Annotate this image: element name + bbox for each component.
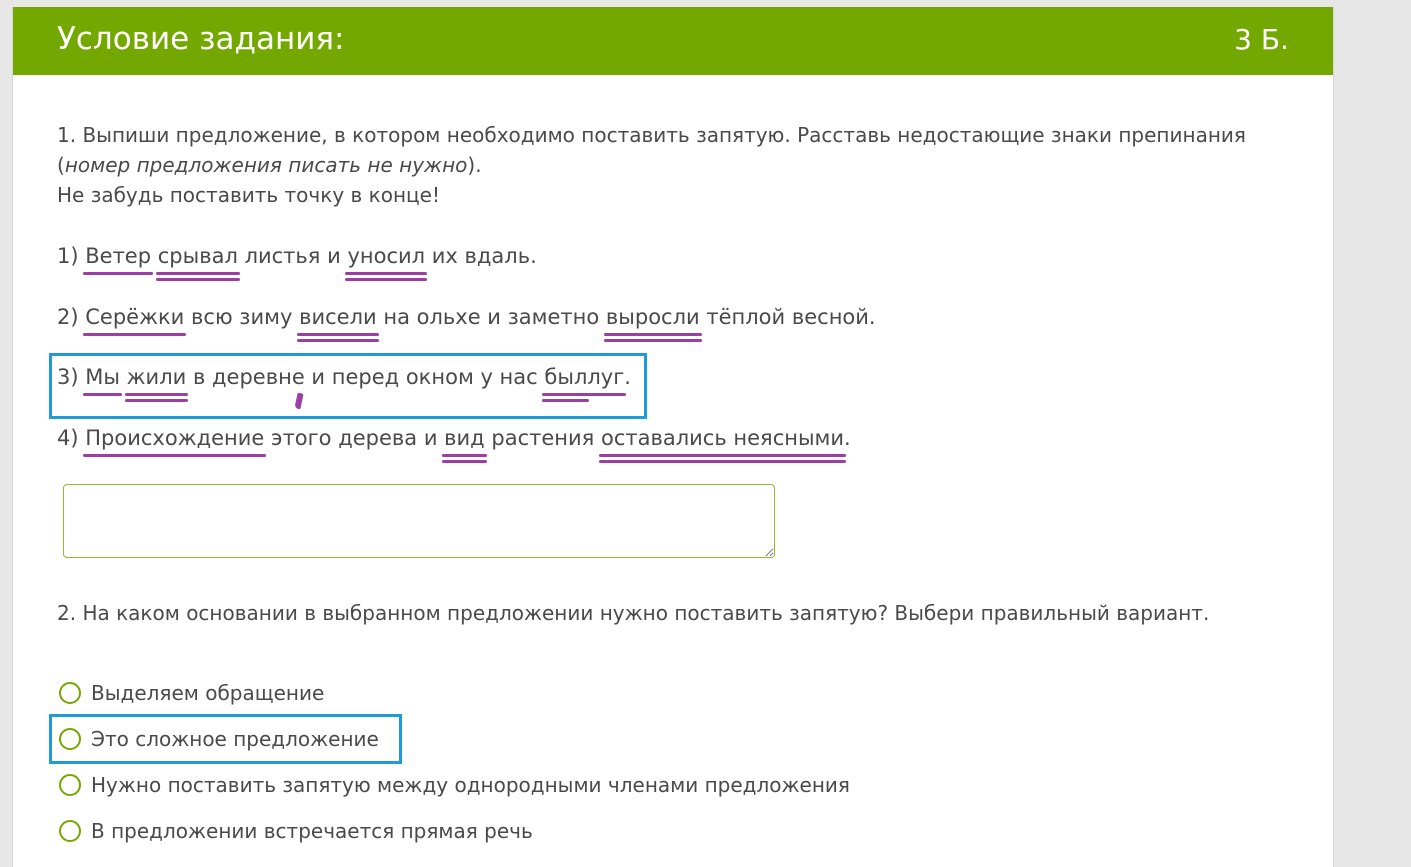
sentence-2: 2) Серёжки всю зиму висели на ольхе и заметно выросли тёплой весной. <box>57 305 876 329</box>
underlined-word: Происхождение <box>85 426 265 450</box>
underlined-word: луг <box>587 365 625 389</box>
question-2: 2. На каком основании в выбранном предложении нужно поставить запятую? Выбери правильный вариант. <box>57 601 1210 625</box>
instruction-line-2: (номер предложения писать не нужно). <box>57 153 482 177</box>
task-header <box>13 7 1333 75</box>
option-label: В предложении встречается прямая речь <box>91 819 533 843</box>
underlined-word: Серёжки <box>85 305 185 329</box>
radio-button[interactable] <box>59 774 81 796</box>
sentence-4: 4) Происхождение этого дерева и вид растения оставались неясными. <box>57 426 851 450</box>
task-title: Условие задания: <box>57 21 345 57</box>
option-label: Это сложное предложение <box>91 727 379 751</box>
sentence-3: 3) Мы жили в деревне и перед окном у нас быллуг. <box>57 365 631 389</box>
double-underlined-word: уносил <box>347 244 426 268</box>
double-underlined-word: выросли <box>605 305 700 329</box>
radio-button[interactable] <box>59 820 81 842</box>
double-underlined-word: жили <box>126 365 187 389</box>
option-label: Нужно поставить запятую между однородными членами предложения <box>91 773 850 797</box>
double-underlined-word: срывал <box>157 244 238 268</box>
sentence-1: 1) Ветер срывал листья и уносил их вдаль. <box>57 244 537 268</box>
double-underlined-word: вид <box>444 426 485 450</box>
option-label: Выделяем обращение <box>91 681 325 705</box>
task-score: 3 Б. <box>1234 23 1289 56</box>
double-underlined-word: висели <box>299 305 377 329</box>
double-underlined-word: был <box>544 365 588 389</box>
instruction-line-3: Не забудь поставить точку в конце! <box>57 183 440 207</box>
underlined-word: Мы <box>85 365 120 389</box>
underlined-word: Ветер <box>85 244 152 268</box>
task-card <box>12 7 1334 867</box>
answer-textarea[interactable] <box>63 484 775 558</box>
radio-button[interactable] <box>59 682 81 704</box>
double-underlined-word: оставались неясными <box>601 426 845 450</box>
highlight-box-sentence-3 <box>49 353 647 419</box>
instruction-line-1: 1. Выпиши предложение, в котором необходимо поставить запятую. Расставь недостающие знаки препинания <box>57 123 1246 147</box>
instruction-italic-note: номер предложения писать не нужно <box>64 153 468 177</box>
highlight-box-option-2 <box>49 714 402 764</box>
